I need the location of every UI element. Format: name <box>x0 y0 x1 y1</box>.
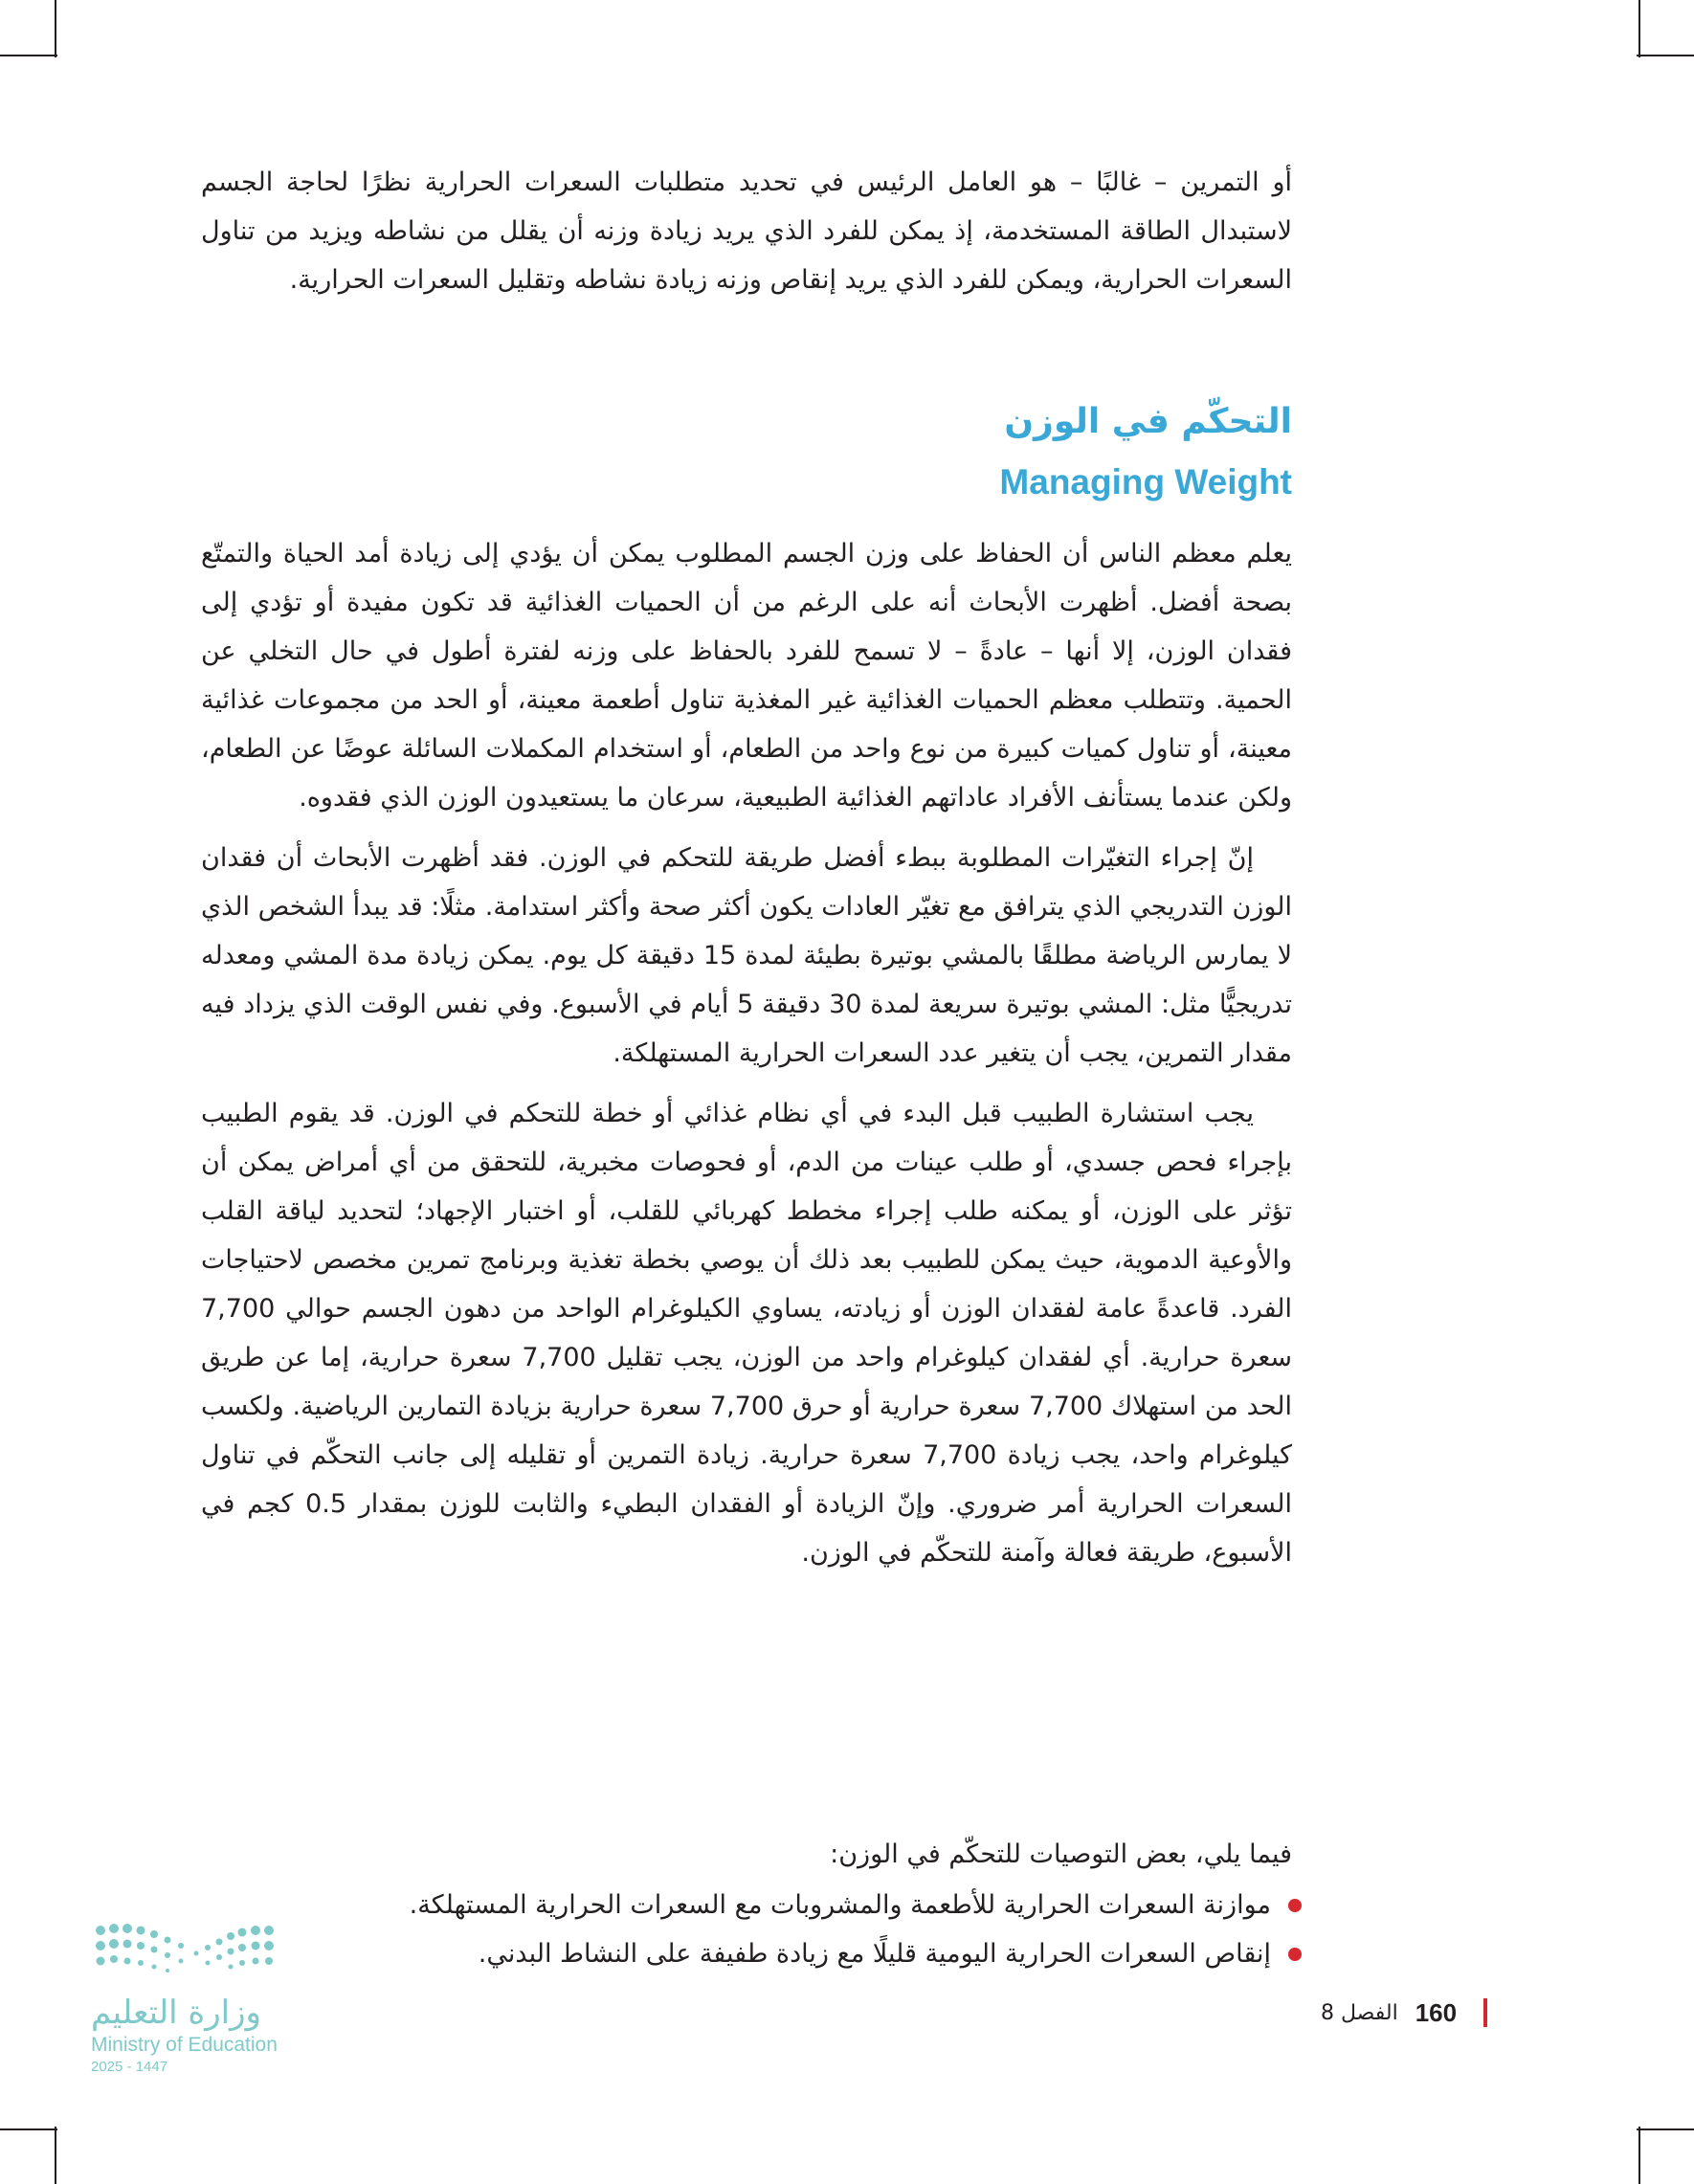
recommendations-list <box>410 1881 1302 1978</box>
recommendation-text: موازنة السعرات الحرارية للأطعمة والمشروبات مع السعرات الحرارية المستهلكة. <box>409 1890 1271 1920</box>
paragraph-3: يجب استشارة الطبيب قبل البدء في أي نظام غذائي أو خطة للتحكم في الوزن. قد يقوم الطبيب بإجراء فحص جسدي، أو طلب عينات من الدم، أو فحوصات مخبرية، للتحقق من أي أمراض يمكن أن تؤثر على الوزن، أو يمكنه طلب إجراء مخطط كهربائي للقلب، أو اختبار الإجهاد؛ لتحديد لياقة القلب والأوعية الدموية، حيث يمكن للطبيب بعد ذلك أن يوصي بخطة تغذية وبرنامج تمرين مخصص لاحتياجات الفرد. قاعدةً عامة لفقدان الوزن أو زيادته، يساوي الكيلوغرام الواحد من دهون الجسم حوالي 7,700 سعرة حرارية. أي لفقدان كيلوغرام واحد من الوزن، يجب تقليل 7,700 سعرة حرارية، إما عن طريق الحد من استهلاك 7,700 سعرة حرارية أو حرق 7,700 سعرة حرارية بزيادة التمارين الرياضية. ولكسب كيلوغرام واحد، يجب زيادة 7,700 سعرة حرارية. زيادة التمرين أو تقليله إلى جانب التحكّم في تناول السعرات الحرارية أمر ضروري. وإنّ الزيادة أو الفقدان البطيء والثابت للوزن بمقدار 0.5 كجم في الأسبوع، طريقة فعالة وآمنة للتحكّم في الوزن. <box>201 1099 1292 1568</box>
page-number: 160 <box>1415 1997 1458 2027</box>
section-title-english: Managing Weight <box>999 462 1292 501</box>
recommendation-text: إنقاص السعرات الحرارية اليومية قليلًا مع زيادة طفيفة على النشاط البدني. <box>478 1939 1271 1969</box>
crop-mark <box>1638 2127 1640 2184</box>
paragraph-2: إنّ إجراء التغيّرات المطلوبة ببطء أفضل طريقة للتحكم في الوزن. فقد أظهرت الأبحاث أن فقدان الوزن التدريجي الذي يترافق مع تغيّر العادات يكون أكثر صحة وأكثر استدامة. مثلًا: قد يبدأ الشخص الذي لا يمارس الرياضة مطلقًا بالمشي بوتيرة بطيئة لمدة 15 دقيقة كل يوم. يمكن زيادة مدة المشي ومعدله تدريجيًّا مثل: المشي بوتيرة سريعة لمدة 30 دقيقة 5 أيام في الأسبوع. وفي نفس الوقت الذي يزداد فيه مقدار التمرين، يجب أن يتغير عدد السعرات الحرارية المستهلكة. <box>201 843 1292 1068</box>
page-footer <box>1321 1995 1487 2030</box>
intro-paragraph: أو التمرين – غالبًا – هو العامل الرئيس في تحديد متطلبات السعرات الحرارية نظرًا لحاجة الجسم لاستبدال الطاقة المستخدمة، إذ يمكن للفرد الذي يريد زيادة وزنه أن يقلل من نشاطه ويزيد من تناول السعرات الحرارية، ويمكن للفرد الذي يريد إنقاص وزنه زيادة نشاطه وتقليل السعرات الحرارية. <box>201 167 1292 295</box>
logo-ministry-arabic: وزارة التعليم <box>91 1994 261 2032</box>
section-title-arabic: التحكّم في الوزن <box>1004 402 1292 441</box>
paragraph-1: يعلم معظم الناس أن الحفاظ على وزن الجسم المطلوب يمكن أن يؤدي إلى زيادة أمد الحياة والتمتّع بصحة أفضل. أظهرت الأبحاث أنه على الرغم من أن الحميات الغذائية قد تكون مفيدة أو تؤدي إلى فقدان الوزن، إلا أنها – عادةً – لا تسمح للفرد بالحفاظ على وزنه لفترة أطول في حال التخلي عن الحمية. وتتطلب معظم الحميات الغذائية غير المغذية تناول أطعمة معينة، أو الحد من مجموعات غذائية معينة، أو تناول كميات كبيرة من نوع واحد من الطعام، أو استخدام المكملات السائلة عوضًا عن الطعام، ولكن عندما يستأنف الأفراد عاداتهم الغذائية الطبيعية، سرعان ما يستعيدون الوزن الذي فقدوه. <box>201 539 1292 813</box>
crop-mark <box>1637 55 1694 56</box>
ministry-logo <box>91 1919 311 2075</box>
list-item <box>410 1929 1302 1978</box>
section-body <box>201 529 1292 1589</box>
chapter-label: الفصل 8 <box>1321 2000 1398 2025</box>
bullet-dot-icon <box>1288 1899 1302 1912</box>
bullet-dot-icon <box>1288 1948 1302 1961</box>
logo-year: 2025 - 1447 <box>91 2059 168 2075</box>
page-rule <box>1483 1998 1487 2027</box>
crop-mark <box>55 2127 56 2184</box>
crop-mark <box>0 55 57 56</box>
list-item <box>410 1881 1302 1929</box>
intro-text <box>201 158 1292 316</box>
crop-mark <box>1638 0 1640 57</box>
crop-mark <box>0 2128 57 2130</box>
recommendations-intro: فيما يلي، بعض التوصيات للتحكّم في الوزن: <box>830 1839 1292 1869</box>
crop-mark <box>55 0 56 57</box>
crop-mark <box>1637 2128 1694 2130</box>
logo-dots-icon <box>91 1919 282 1986</box>
logo-ministry-english: Ministry of Education <box>91 2034 278 2056</box>
